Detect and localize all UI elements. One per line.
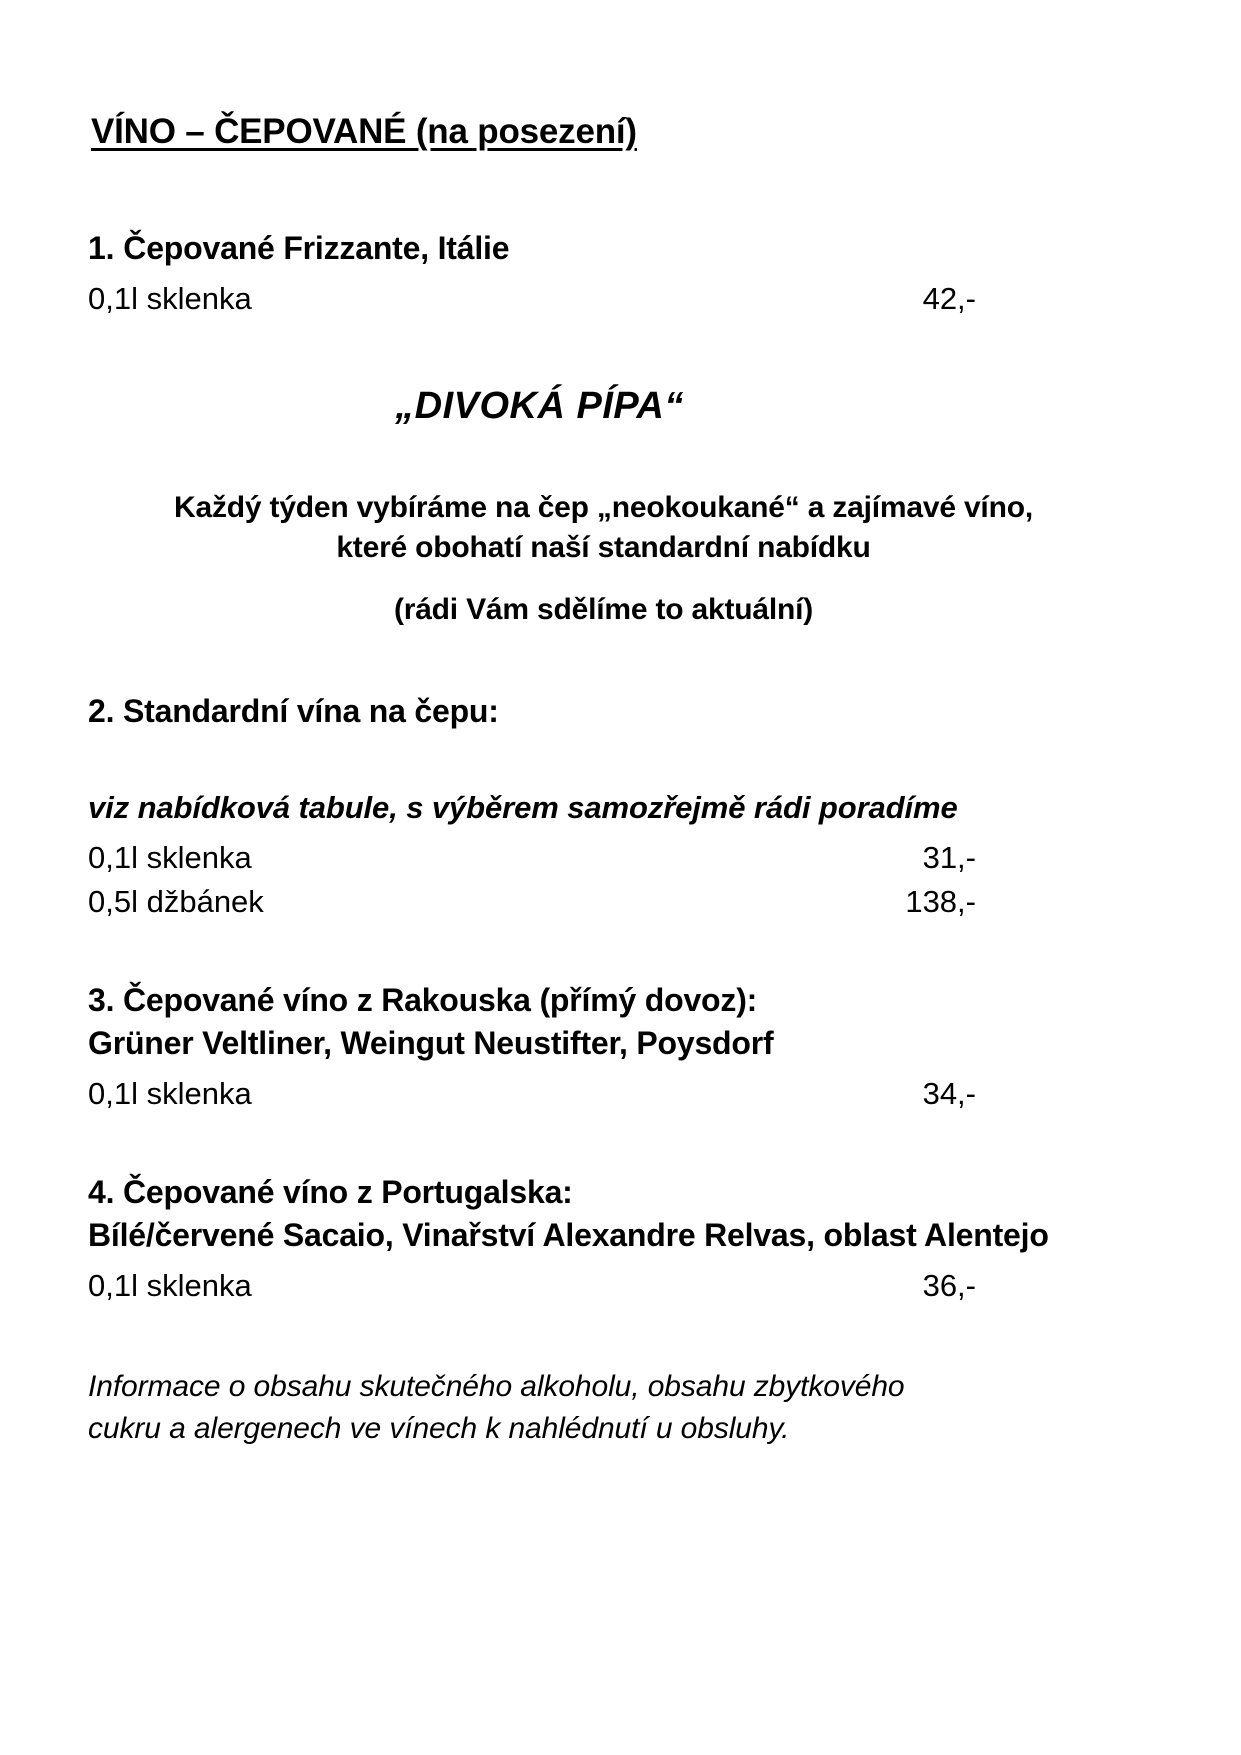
spacer [88, 1304, 1141, 1366]
menu-item-3-price-row [88, 1076, 976, 1112]
page-title: VÍNO – ČEPOVANÉ (na posezení) [91, 112, 637, 151]
spacer [88, 1112, 1141, 1174]
price-value: 31,- [922, 839, 976, 875]
price-value: 138,- [905, 883, 976, 919]
spacer [88, 152, 1141, 230]
menu-item-2-note: viz nabídková tabule, s výběrem samozřejmě rádi poradíme [88, 789, 958, 825]
menu-item-3-number: 3. [88, 981, 115, 1018]
spacer [88, 1062, 1141, 1076]
menu-item-1-number: 1. [88, 230, 115, 266]
allergen-footnote [88, 1366, 1141, 1451]
menu-item-2-name: Standardní vína na čepu: [123, 692, 499, 729]
spacer [88, 428, 1141, 488]
intro-paragraph [88, 488, 1141, 568]
menu-item-2-price-row-2 [88, 884, 976, 920]
spacer [88, 631, 1141, 693]
price-label: 0,1l sklenka [88, 839, 252, 875]
menu-item-4-number: 4. [88, 1173, 115, 1210]
menu-item-1-name: Čepované Frizzante, Itálie [123, 230, 510, 266]
price-value: 42,- [922, 281, 976, 316]
spacer [88, 317, 1141, 385]
menu-item-4-heading [88, 1174, 1141, 1211]
price-label: 0,1l sklenka [88, 1267, 252, 1303]
price-value: 36,- [922, 1267, 976, 1303]
menu-item-3-name: Čepované víno z Rakouska (přímý dovoz): [123, 981, 758, 1018]
spacer [88, 1254, 1141, 1268]
menu-item-4-subtitle: Bílé/červené Sacaio, Vinařství Alexandre Relvas, oblast Alentejo [88, 1216, 1049, 1253]
intro-line-1: Každý týden vybíráme na čep „neokoukané“ a zajímavé víno, [174, 491, 1033, 524]
menu-item-2-price-row-1 [88, 840, 976, 876]
menu-item-4-name: Čepované víno z Portugalska: [123, 1173, 573, 1210]
menu-item-4-price-row [88, 1268, 976, 1304]
spacer [88, 568, 1141, 590]
price-label: 0,5l džbánek [88, 883, 264, 919]
intro-line-3: (rádi Vám sdělíme to aktuální) [393, 593, 814, 627]
price-value: 34,- [922, 1075, 976, 1111]
intro-line-2: které obohatí naší standardní nabídku [336, 531, 871, 565]
price-label: 0,1l sklenka [88, 1075, 252, 1111]
menu-item-1-heading [88, 230, 1141, 267]
spacer [88, 876, 1141, 884]
intro-paragraph-secondary [88, 590, 1141, 630]
menu-item-3-heading [88, 982, 1141, 1019]
spacer [88, 826, 1141, 840]
menu-item-1-price-row [88, 281, 976, 317]
menu-item-3-subtitle: Grüner Veltliner, Weingut Neustifter, Poysdorf [88, 1024, 774, 1061]
menu-item-2-heading [88, 693, 1141, 730]
divoka-pipa-banner: „DIVOKÁ PÍPA“ [395, 385, 684, 427]
footnote-line-1: Informace o obsahu skutečného alkoholu, obsahu zbytkového [88, 1369, 905, 1403]
spacer [88, 267, 1141, 281]
footnote-line-2: cukru a alergenech ve vínech k nahlédnutí u obsluhy. [88, 1412, 790, 1446]
spacer [88, 920, 1141, 982]
price-label: 0,1l sklenka [88, 281, 252, 316]
spacer [88, 730, 1141, 790]
menu-item-2-number: 2. [88, 692, 115, 729]
